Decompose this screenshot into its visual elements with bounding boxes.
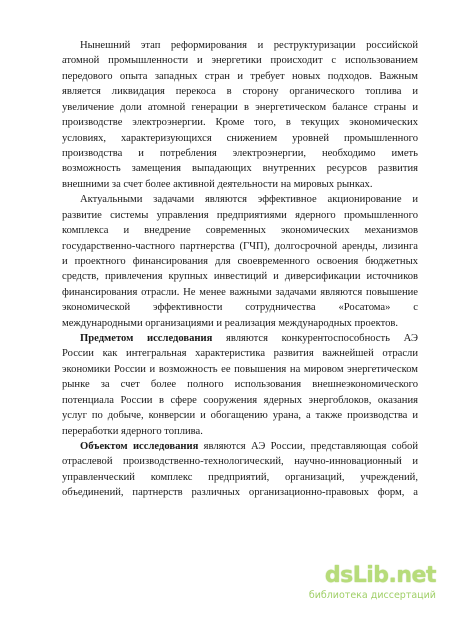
text-span: развитие системы управления предприятиями ядерного промышленного <box>62 209 418 221</box>
text-span: внешними за счет более активной деятельности на мировых рынках. <box>62 178 373 190</box>
text-line <box>80 331 418 346</box>
text-span: переработки ядерного топлива. <box>62 425 203 437</box>
text-line <box>62 377 418 392</box>
text-span: атомной промышленности и энергетики происходит с использованием <box>62 55 418 67</box>
text-line <box>62 285 418 300</box>
text-span: России как интегральная характеристика развития важнейшей отрасли <box>62 348 418 360</box>
text-line <box>62 53 418 68</box>
text-span: потенциала России в сфере сооружения ядерных энергоблоков, оказания <box>62 394 418 406</box>
text-line <box>62 300 418 315</box>
text-span: производстве электроэнергии. Кроме того, в текущих экономических <box>62 117 418 129</box>
text-span: возможность замещения выпадающих внутренних ресурсов развития <box>62 163 418 175</box>
text-line <box>62 269 418 284</box>
text-line <box>62 146 418 161</box>
text-span: отраслевой производственно-технологический, научно-инновационный и <box>62 456 418 468</box>
text-line <box>62 424 418 439</box>
text-line <box>62 485 418 500</box>
text-span: комплекса и внедрение современных экономических механизмов <box>62 225 418 236</box>
text-line <box>62 408 418 423</box>
text-span: передового опыта западных стран и требует новых подходов. Важным <box>62 70 418 82</box>
text-line <box>62 362 418 377</box>
watermark <box>310 563 436 607</box>
text-span: являются конкурентоспособность АЭ <box>212 333 418 344</box>
text-span: услуг по добыче, конверсии и обогащению урана, а также производства и <box>62 410 418 422</box>
text-span: условиях, характеризующихся снижением уровней промышленного <box>62 132 418 144</box>
text-line <box>62 115 418 130</box>
text-line <box>62 131 418 146</box>
text-line <box>62 161 418 176</box>
text-line <box>62 223 418 238</box>
text-span: является ликвидация перекоса в сторону органического топлива и <box>62 86 418 98</box>
text-line <box>62 100 418 115</box>
text-line <box>62 84 418 99</box>
text-line <box>62 208 418 223</box>
text-span: международными организациями и реализация международных проектов. <box>62 317 399 329</box>
bold-heading: Предметом исследования <box>80 333 213 344</box>
text-span: государственно-частного партнерства (ГЧП), долгосрочной аренды, лизинга <box>62 240 418 252</box>
text-line <box>62 454 418 469</box>
text-line <box>62 316 418 331</box>
text-line <box>62 254 418 269</box>
text-span: увеличение доли атомной генерации в энергетическом балансе страны и <box>62 101 418 113</box>
text-span: экономики России и возможность ее повышения на мировом энергетическом <box>62 363 418 375</box>
text-span: финансирования отрасли. Не менее важными задачами являются повышение <box>62 286 418 298</box>
text-line <box>62 346 418 361</box>
text-line <box>62 470 418 485</box>
text-span: Актуальными задачами являются эффективное акционирование и <box>80 194 418 206</box>
text-span: экономической эффективности сотрудничества «Росатома» с <box>62 302 418 314</box>
text-line <box>80 192 418 207</box>
watermark-subtitle: библиотека диссертаций <box>308 590 436 601</box>
text-span: производства и потребления электроэнергии, необходимо иметь <box>62 147 418 159</box>
text-line <box>62 177 418 192</box>
watermark-logo: dsLib.net <box>324 563 436 588</box>
text-span: объединений, партнерств различных организационно-правовых форм, а <box>62 487 418 499</box>
text-line <box>62 239 418 254</box>
text-span: являются АЭ России, представляющая собой <box>198 440 418 452</box>
text-span: рынке за счет более полного использования внешнеэкономического <box>62 379 418 391</box>
text-line <box>80 439 418 454</box>
bold-heading: Объектом исследования <box>80 440 199 452</box>
text-span: Нынешний этап реформирования и реструктуризации российской <box>80 40 418 51</box>
text-span: средств, привлечения крупных инвестиций и диверсификации источников <box>62 271 418 283</box>
text-line <box>62 69 418 84</box>
text-line <box>80 38 418 53</box>
text-span: управленческий комплекс предприятий, организаций, учреждений, <box>62 471 418 483</box>
text-span: и проектного финансирования для своевременного освоения бюджетных <box>62 255 418 267</box>
text-line <box>62 393 418 408</box>
